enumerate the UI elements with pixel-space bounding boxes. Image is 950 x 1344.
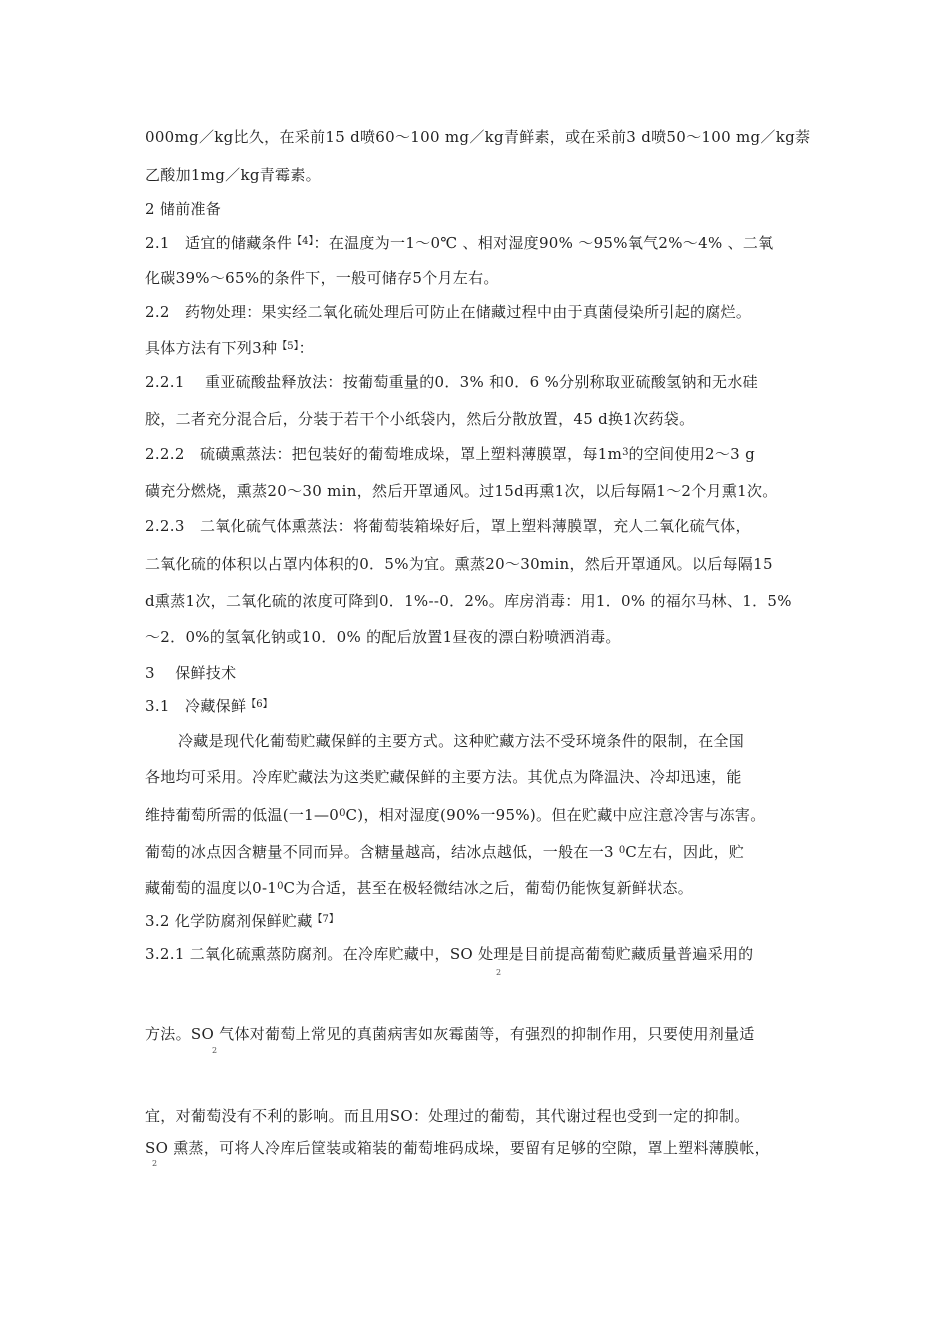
para-2-1: 2.1 适宜的储藏条件$^{【4】}$：在温度为一1～0℃ 、相对湿度90% ～95%氧气2%～4% 、二氧 — [145, 234, 774, 252]
subsection-3-2: 3.2 化学防腐剂保鲜贮藏$^{【7】}$ — [145, 912, 339, 930]
para-2-2-3: 2.2.3 二氧化硫气体熏蒸法：将葡萄装箱垛好后，罩上塑料薄膜罩，充人二氧化硫气体， — [145, 517, 751, 535]
para-2-2-3-cont-1: 二氧化硫的体积以占罩内体积的0．5%为宜。熏蒸20～30min，然后开罩通风。以后每隔15 — [145, 555, 773, 573]
subscript-2: 2 — [212, 1046, 218, 1055]
para-2-2-2: 2.2.2 硫磺熏蒸法：把包装好的葡萄堆成垛，罩上塑料薄膜罩，每1m$^3$的空间使用2～3 g — [145, 445, 755, 463]
para-3-2-1-line-4: SO 熏蒸，可将人冷库后筐装或箱装的葡萄堆码成垛，要留有足够的空隙，罩上塑料薄膜帐， — [145, 1139, 770, 1157]
para-line-1: 000mg／kg比久，在采前15 d喷60～100 mg／kg青鲜素，或在采前3 d喷50～100 mg／kg萘 — [145, 128, 811, 146]
para-2-2-1: 2.2.1 重亚硫酸盐释放法：按葡萄重量的0．3% 和0．6 %分别称取亚硫酸氢钠和无水硅 — [145, 373, 758, 391]
para-2-2: 2.2 药物处理：果实经二氧化硫处理后可防止在储藏过程中由于真菌侵染所引起的腐烂。 — [145, 303, 752, 321]
para-3-1-line-1: 冷藏是现代化葡萄贮藏保鲜的主要方式。这种贮藏方法不受环境条件的限制，在全国 — [178, 732, 745, 750]
subscript-2: 2 — [496, 968, 502, 977]
section-heading-3: 3 保鲜技术 — [145, 664, 237, 682]
para-line-2: 乙酸加1mg／kg青霉素。 — [145, 166, 321, 184]
para-2-2-3-cont-2: d熏蒸1次，二氧化硫的浓度可降到0．1%--0．2%。库房消毒：用1．0% 的福尔马林、1．5% — [145, 592, 792, 610]
para-3-1-line-4: 葡萄的冰点因含糖量不同而异。含糖量越高，结冰点越低，一般在一3 $^0$C左右，因此，贮 — [145, 843, 745, 861]
para-3-1-line-3: 维持葡萄所需的低温(一1—0$^0$C)，相对湿度(90%一95%)。但在贮藏中应注意冷害与冻害。 — [145, 806, 766, 824]
subsection-3-1: 3.1 冷藏保鲜$^{【6】}$ — [145, 697, 273, 715]
superscript-0: 0 — [277, 881, 284, 892]
section-heading-2: 2 储前准备 — [145, 200, 222, 218]
superscript-3: 3 — [622, 447, 629, 458]
para-3-2-1-line-1: 3.2.1 二氧化硫熏蒸防腐剂。在冷库贮藏中，SO 处理是目前提高葡萄贮藏质量普遍采用的 — [145, 945, 754, 963]
superscript-0: 0 — [618, 845, 626, 856]
citation-7: 【7】 — [312, 914, 339, 925]
para-2-1-cont: 化碳39%～65%的条件下，一般可储存5个月左右。 — [145, 269, 499, 287]
para-3-2-1-line-2: 方法。SO 气体对葡萄上常见的真菌病害如灰霉菌等，有强烈的抑制作用，只要使用剂量适 — [145, 1025, 755, 1043]
citation-5: 【5】 — [277, 341, 299, 352]
citation-4: 【4】 — [292, 236, 314, 247]
para-3-1-line-5: 藏葡萄的温度以0-1$^0$C为合适，甚至在极轻微结冰之后，葡萄仍能恢复新鲜状态。 — [145, 879, 694, 897]
subscript-2: 2 — [152, 1159, 158, 1168]
para-2-2-1-cont: 胶，二者充分混合后，分装于若干个小纸袋内，然后分散放置，45 d换1次药袋。 — [145, 410, 695, 428]
para-2-2-cont: 具体方法有下列3种$^{【5】}$： — [145, 339, 314, 357]
para-3-2-1-line-3: 宜，对葡萄没有不利的影响。而且用SO：处理过的葡萄，其代谢过程也受到一定的抑制。 — [145, 1107, 750, 1125]
para-3-1-line-2: 各地均可采用。冷库贮藏法为这类贮藏保鲜的主要方法。其优点为降温決、冷却迅速，能 — [145, 768, 742, 786]
para-2-2-2-cont: 磺充分燃烧，熏蒸20～30 min，然后开罩通风。过15d再熏1次，以后每隔1～2个月熏1次。 — [145, 482, 778, 500]
citation-6: 【6】 — [246, 699, 273, 710]
superscript-0: 0 — [339, 808, 346, 819]
para-2-2-3-cont-3: ～2．0%的氢氧化钠或10．0% 的配后放置1昼夜的漂白粉喷洒消毒。 — [145, 628, 621, 646]
